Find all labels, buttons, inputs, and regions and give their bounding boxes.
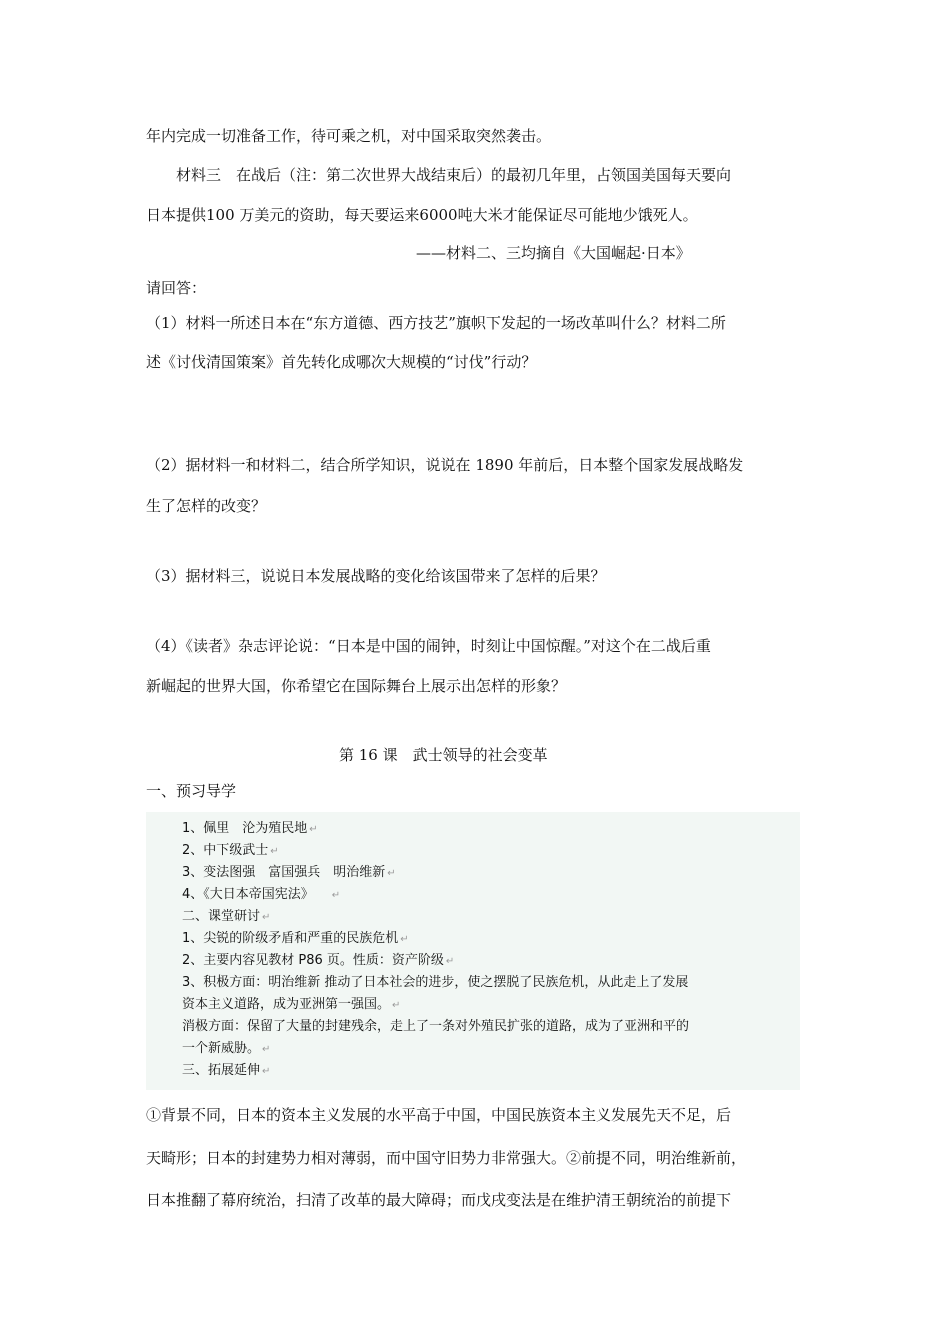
answer-key-line: 1、尖锐的阶级矛盾和严重的民族危机 ↵	[182, 931, 409, 946]
material-line: 日本提供100 万美元的资助，每天要运来6000吨大米才能保证尽可能地少饿死人。	[146, 206, 698, 224]
paragraph-mark-icon: ↵	[331, 890, 341, 901]
paragraph-mark-icon: ↵	[400, 934, 409, 945]
material-line: 年内完成一切准备工作，待可乘之机，对中国采取突然袭击。	[146, 127, 552, 145]
question-2-line-2: 生了怎样的改变？	[146, 497, 267, 515]
section-heading: 一、预习导学	[146, 782, 237, 800]
extension-line: ①背景不同，日本的资本主义发展的水平高于中国，中国民族资本主义发展先天不足，后	[146, 1106, 732, 1124]
paragraph-mark-icon: ↵	[262, 912, 271, 923]
question-4-line-1: （4）《读者》杂志评论说：“日本是中国的闹钟，时刻让中国惊醒。”对这个在二战后重	[146, 637, 711, 655]
answer-key-line: 3、积极方面：明治维新 推动了日本社会的进步，使之摆脱了民族危机，从此走上了发展	[182, 975, 689, 990]
answer-key-line: 资本主义道路，成为亚洲第一强国。 ↵	[182, 997, 401, 1012]
paragraph-mark-icon: ↵	[270, 846, 279, 857]
answer-key-line: 2、中下级武士 ↵	[182, 843, 279, 858]
material-three-line: 材料三 在战后（注：第二次世界大战结束后）的最初几年里，占领国美国每天要向	[176, 166, 732, 184]
answer-key-line: 三、拓展延伸 ↵	[182, 1063, 271, 1078]
question-1-line-2: 述《讨伐清国策案》首先转化成哪次大规模的“讨伐”行动？	[146, 353, 537, 371]
extension-line: 日本推翻了幕府统治，扫清了改革的最大障碍；而戊戌变法是在维护清王朝统治的前提下	[146, 1191, 732, 1209]
answer-key-line: 4、《大日本帝国宪法》 ↵	[182, 887, 341, 902]
paragraph-mark-icon: ↵	[387, 868, 396, 879]
question-3: （3）据材料三，说说日本发展战略的变化给该国带来了怎样的后果？	[146, 567, 606, 585]
answer-key-image	[146, 812, 800, 1090]
answer-key-line: 消极方面：保留了大量的封建残余，走上了一条对外殖民扩张的道路，成为了亚洲和平的	[182, 1019, 690, 1034]
paragraph-mark-icon: ↵	[262, 1044, 271, 1055]
source-citation: ——材料二、三均摘自《大国崛起·日本》	[416, 244, 691, 262]
question-4-line-2: 新崛起的世界大国，你希望它在国际舞台上展示出怎样的形象？	[146, 677, 567, 695]
answer-prompt: 请回答：	[146, 279, 207, 297]
answer-key-line: 二、课堂研讨 ↵	[182, 909, 271, 924]
lesson-title: 第 16 课 武士领导的社会变革	[339, 746, 548, 764]
answer-key-line: 2、主要内容见教材 P86 页。性质：资产阶级 ↵	[182, 953, 455, 968]
answer-key-line: 3、变法图强 富国强兵 明治维新 ↵	[182, 865, 396, 880]
question-1-line-1: （1）材料一所述日本在“东方道德、西方技艺”旗帜下发起的一场改革叫什么？材料二所	[146, 314, 726, 332]
question-2-line-1: （2）据材料一和材料二，结合所学知识，说说在 1890 年前后，日本整个国家发展战略发	[146, 456, 744, 474]
answer-key-line: 一个新威胁。 ↵	[182, 1041, 271, 1056]
paragraph-mark-icon: ↵	[309, 824, 318, 835]
answer-key-line: 1、佩里 沦为殖民地 ↵	[182, 821, 318, 836]
paragraph-mark-icon: ↵	[392, 1000, 401, 1011]
extension-line: 天畸形；日本的封建势力相对薄弱，而中国守旧势力非常强大。②前提不同，明治维新前，	[146, 1149, 747, 1167]
paragraph-mark-icon: ↵	[262, 1066, 271, 1077]
paragraph-mark-icon: ↵	[445, 956, 455, 967]
